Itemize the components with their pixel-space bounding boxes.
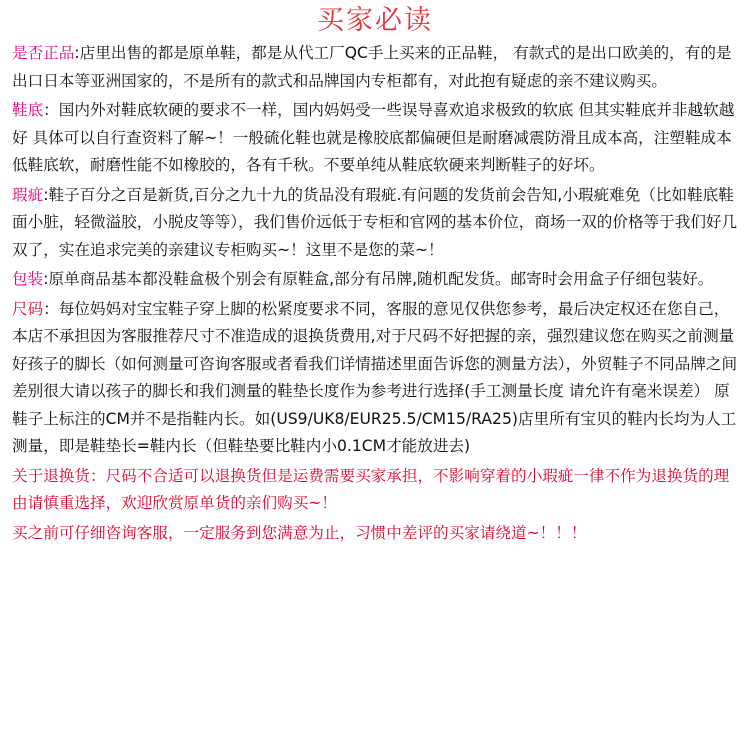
authenticity-paragraph <box>12 40 738 95</box>
authenticity-text: :店里出售的都是原单鞋，都是从代工厂QC手上买来的正品鞋， 有款式的是出口欧美的，有的是出口日本等亚洲国家的，不是所有的款式和品牌国内专柜都有，对此抱有疑虑的亲不建议购买。 <box>12 44 732 90</box>
authenticity-label: 是否正品 <box>12 44 75 62</box>
return-policy-paragraph: 关于退换货：尺码不合适可以退换货但是运费需要买家承担，不影响穿着的小瑕疵一律不作为退换货的理由请慎重选择，欢迎欣赏原单货的亲们购买~！ <box>12 466 730 512</box>
defect-label: 瑕疵 <box>12 185 44 204</box>
consult-paragraph: 买之前可仔细咨询客服，一定服务到您满意为止，习惯中差评的买家请绕道~！！！ <box>12 523 587 542</box>
packaging-text: :原单商品基本都没鞋盒极个别会有原鞋盒,部分有吊牌,随机配发货。邮寄时会用盒子仔细包装好。 <box>43 270 714 288</box>
size-label: 尺码 <box>12 299 44 318</box>
sole-text: ：国内外对鞋底软硬的要求不一样，国内妈妈受一些误导喜欢追求极致的软底 但其实鞋底并非越软越好 具体可以自行查资料了解~！一般硫化鞋也就是橡胶底都偏硬但是耐磨减震防滑且成本高，注塑鞋成本低鞋底软，耐磨性能不如橡胶的，各有千秋。不要单纯从鞋底软硬来判断鞋子的好坏。 <box>12 101 735 174</box>
size-paragraph <box>12 296 738 461</box>
sole-paragraph <box>12 97 738 180</box>
packaging-label: 包装 <box>12 270 44 288</box>
packaging-paragraph <box>12 266 738 294</box>
defect-text: :鞋子百分之百是新货,百分之九十九的货品没有瑕疵.有问题的发货前会告知,小瑕疵难免（比如鞋底鞋面小脏，轻微溢胶，小脱皮等等），我们售价远低于专柜和官网的基本价位，商场一双的价格等于我们好几双了，实在追求完美的亲建议专柜购买~！这里不是您的菜~！ <box>12 185 738 259</box>
defect-paragraph <box>12 182 738 265</box>
size-text: ：每位妈妈对宝宝鞋子穿上脚的松紧度要求不同，客服的意见仅供您参考，最后决定权还在您自己，本店不承担因为客服推荐尺寸不准造成的退换货费用,对于尺码不好把握的亲，强烈建议您在购买之前测量好孩子的脚长（如何测量可咨询客服或者看我们详情描述里面告诉您的测量方法），外贸鞋子不同品牌之间差别很大请以孩子的脚长和我们测量的鞋垫长度作为参考进行选择(手工测量长度 请允许有毫米误差） 原鞋子上标注的CM并不是指鞋内长。如(US9/UK8/EUR25.5/CM15/RA25)店里所有宝贝的鞋内长均为人工测量，即是鞋垫长=鞋内长（但鞋垫要比鞋内小0.1CM才能放进去) <box>12 299 738 455</box>
sole-label: 鞋底 <box>12 101 44 119</box>
page-title: 买家必读 <box>317 5 433 36</box>
